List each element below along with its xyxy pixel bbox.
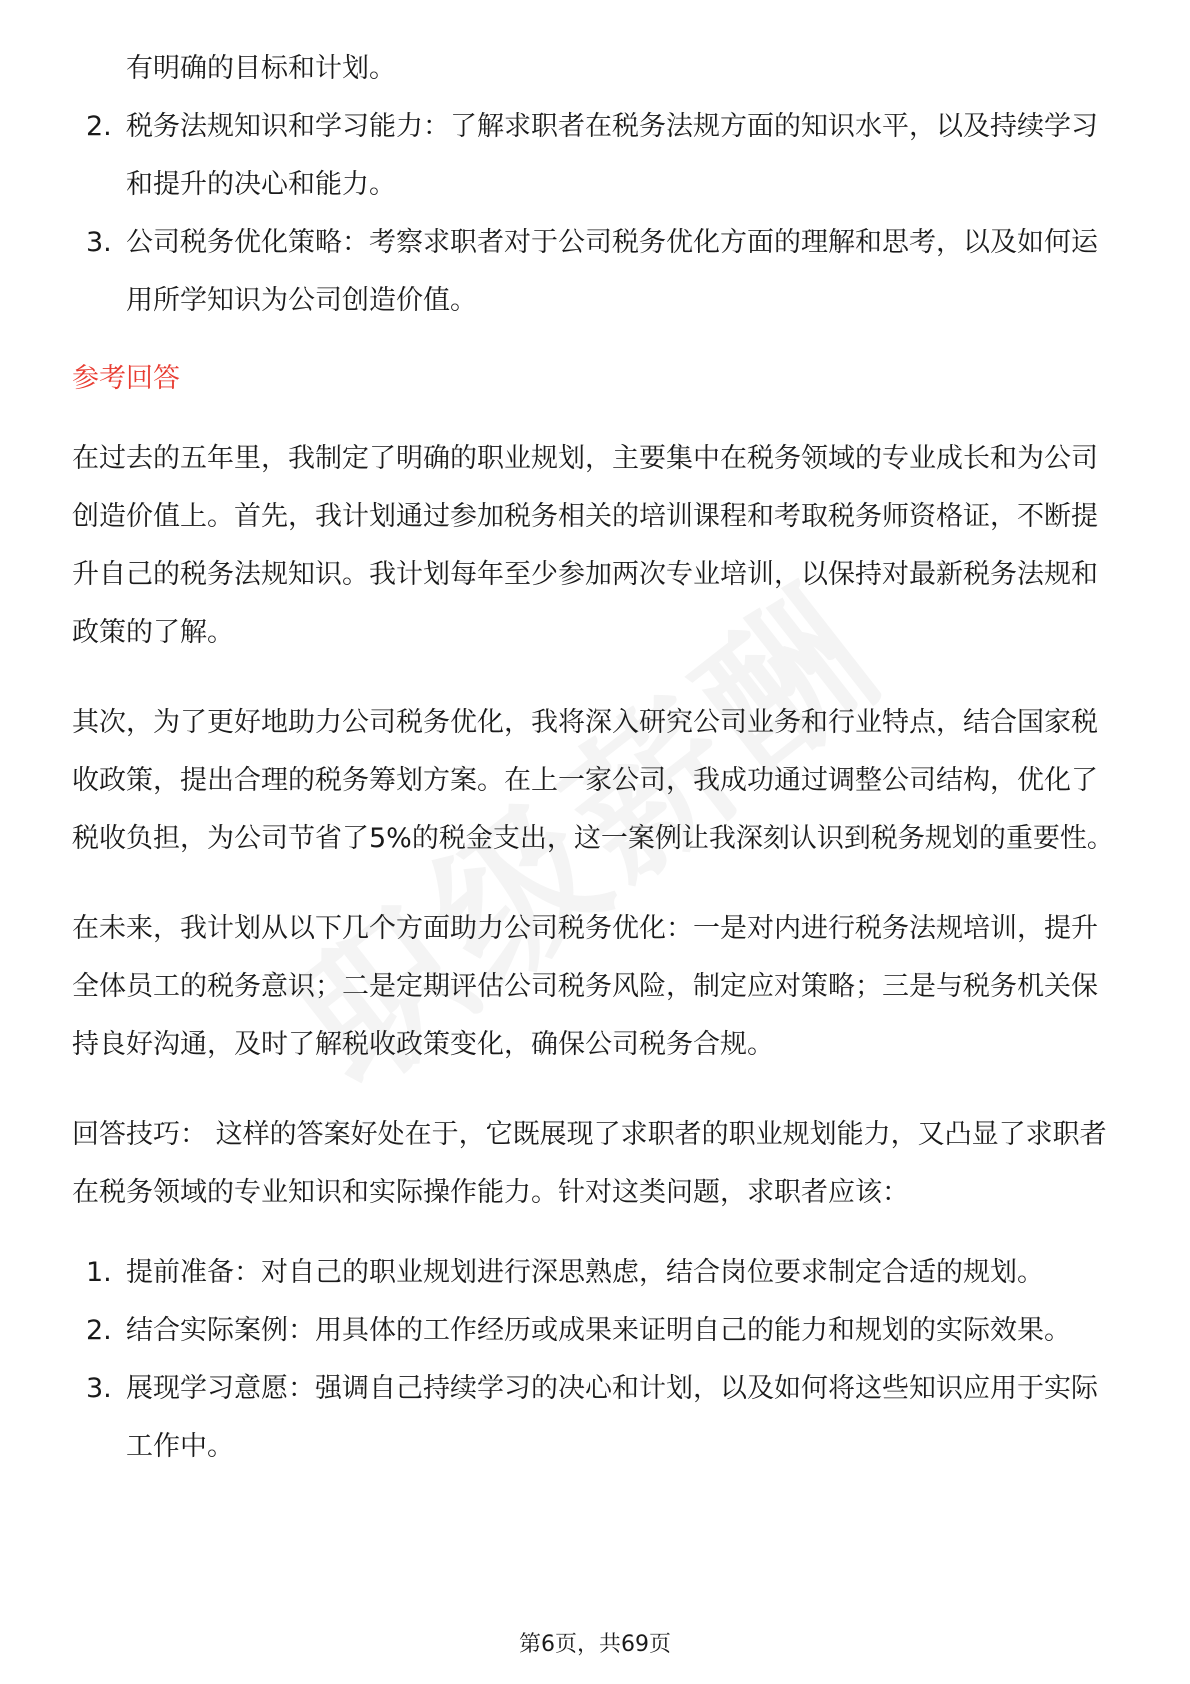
list-text: 有明确的目标和计划。: [126, 53, 396, 84]
list-text: 公司税务优化策略：考察求职者对于公司税务优化方面的理解和思考，以及如何运用所学知识为公司创造价值。: [126, 227, 1098, 316]
answer-paragraph: 其次，为了更好地助力公司税务优化，我将深入研究公司业务和行业特点，结合国家税收政策，提出合理的税务筹划方案。在上一家公司，我成功通过调整公司结构，优化了税收负担，为公司节省了5%的税金支出，这一案例让我深刻认识到税务规划的重要性。: [72, 707, 1114, 854]
answer-paragraph: 在未来，我计划从以下几个方面助力公司税务优化：一是对内进行税务法规培训，提升全体员工的税务意识；二是定期评估公司税务风险，制定应对策略；三是与税务机关保持良好沟通，及时了解税收政策变化，确保公司税务合规。: [72, 913, 1098, 1060]
list-item: [72, 1244, 1122, 1302]
list-number: 2.: [86, 1315, 112, 1346]
list-item: [72, 98, 1122, 214]
list-number: 1.: [86, 1257, 112, 1288]
tips-paragraph: 回答技巧： 这样的答案好处在于，它既展现了求职者的职业规划能力，又凸显了求职者在税务领域的专业知识和实际操作能力。针对这类问题，求职者应该：: [72, 1119, 1107, 1208]
section-heading: 参考回答: [72, 363, 180, 394]
list-text: 提前准备：对自己的职业规划进行深思熟虑，结合岗位要求制定合适的规划。: [126, 1257, 1044, 1288]
list-number: 2.: [86, 111, 112, 142]
list-number: 3.: [86, 1373, 112, 1404]
criteria-list: [72, 40, 1122, 330]
page-footer: 第6页，共69页: [519, 1632, 671, 1657]
list-text: 税务法规知识和学习能力：了解求职者在税务法规方面的知识水平，以及持续学习和提升的决心和能力。: [126, 111, 1098, 200]
answer-paragraph: 在过去的五年里，我制定了明确的职业规划，主要集中在税务领域的专业成长和为公司创造价值上。首先，我计划通过参加税务相关的培训课程和考取税务师资格证，不断提升自己的税务法规知识。我计划每年至少参加两次专业培训，以保持对最新税务法规和政策的了解。: [72, 443, 1098, 648]
tips-list: [72, 1244, 1122, 1476]
list-item: [72, 40, 1122, 98]
page-content: [72, 40, 1122, 1476]
list-text: 结合实际案例：用具体的工作经历或成果来证明自己的能力和规划的实际效果。: [126, 1315, 1071, 1346]
list-item: [72, 214, 1122, 330]
list-item: [72, 1360, 1122, 1476]
list-item: [72, 1302, 1122, 1360]
list-number: 3.: [86, 227, 112, 258]
list-text: 展现学习意愿：强调自己持续学习的决心和计划，以及如何将这些知识应用于实际工作中。: [126, 1373, 1098, 1462]
